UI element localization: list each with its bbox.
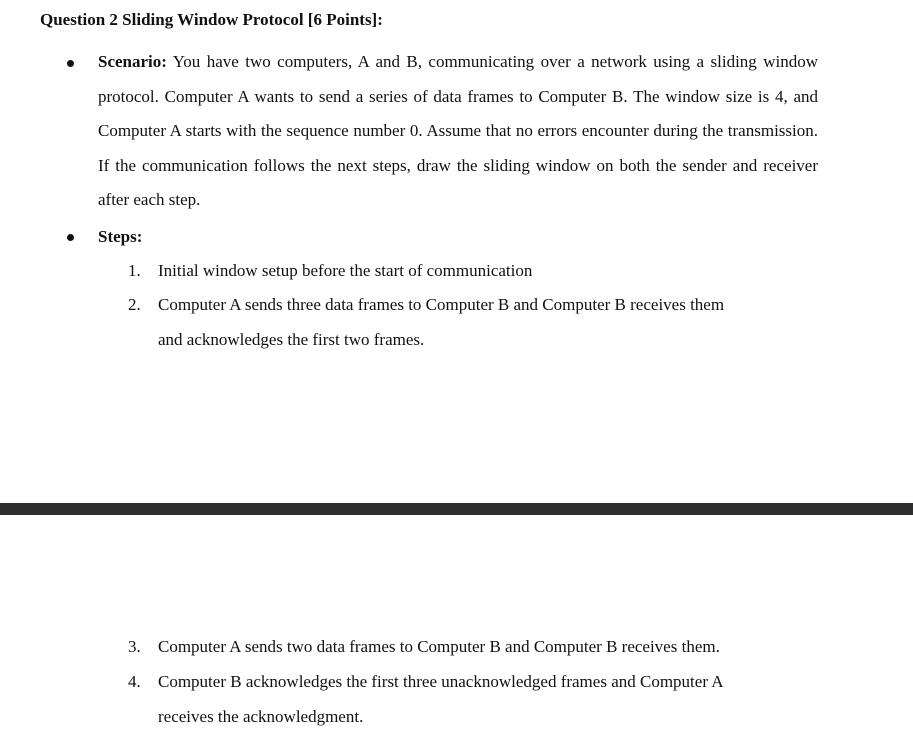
- steps-label: Steps:: [98, 227, 143, 246]
- bullet-icon: [67, 234, 74, 241]
- step-text: Initial window setup before the start of communication: [158, 261, 533, 280]
- bullet-icon: [67, 60, 74, 67]
- step-text: receives the acknowledgment.: [158, 707, 364, 726]
- step-text: Computer B acknowledges the first three unacknowledged frames and Computer A: [158, 672, 724, 691]
- step-number: 4.: [128, 672, 141, 691]
- step-text: and acknowledges the first two frames.: [158, 330, 425, 349]
- step-text: Computer A sends three data frames to Computer B and Computer B receives them: [158, 295, 725, 314]
- question-title: Question 2 Sliding Window Protocol [6 Points]:: [40, 10, 383, 29]
- step-text: Computer A sends two data frames to Computer B and Computer B receives them.: [158, 637, 720, 656]
- page-divider: [0, 503, 913, 515]
- step-number: 2.: [128, 295, 141, 314]
- scenario-paragraph: [98, 45, 818, 218]
- scenario-text: You have two computers, A and B, communicating over a network using a sliding window protocol. Computer A wants to send a series of data frames to Computer B. The window size is 4, and Computer A starts with the sequence number 0. Assume that no errors encounter during the transmission. If the communication follows the next steps, draw the sliding window on both the sender and receiver after each step.: [98, 52, 818, 209]
- step-number: 1.: [128, 261, 141, 280]
- scenario-label: Scenario:: [98, 52, 167, 71]
- step-number: 3.: [128, 637, 141, 656]
